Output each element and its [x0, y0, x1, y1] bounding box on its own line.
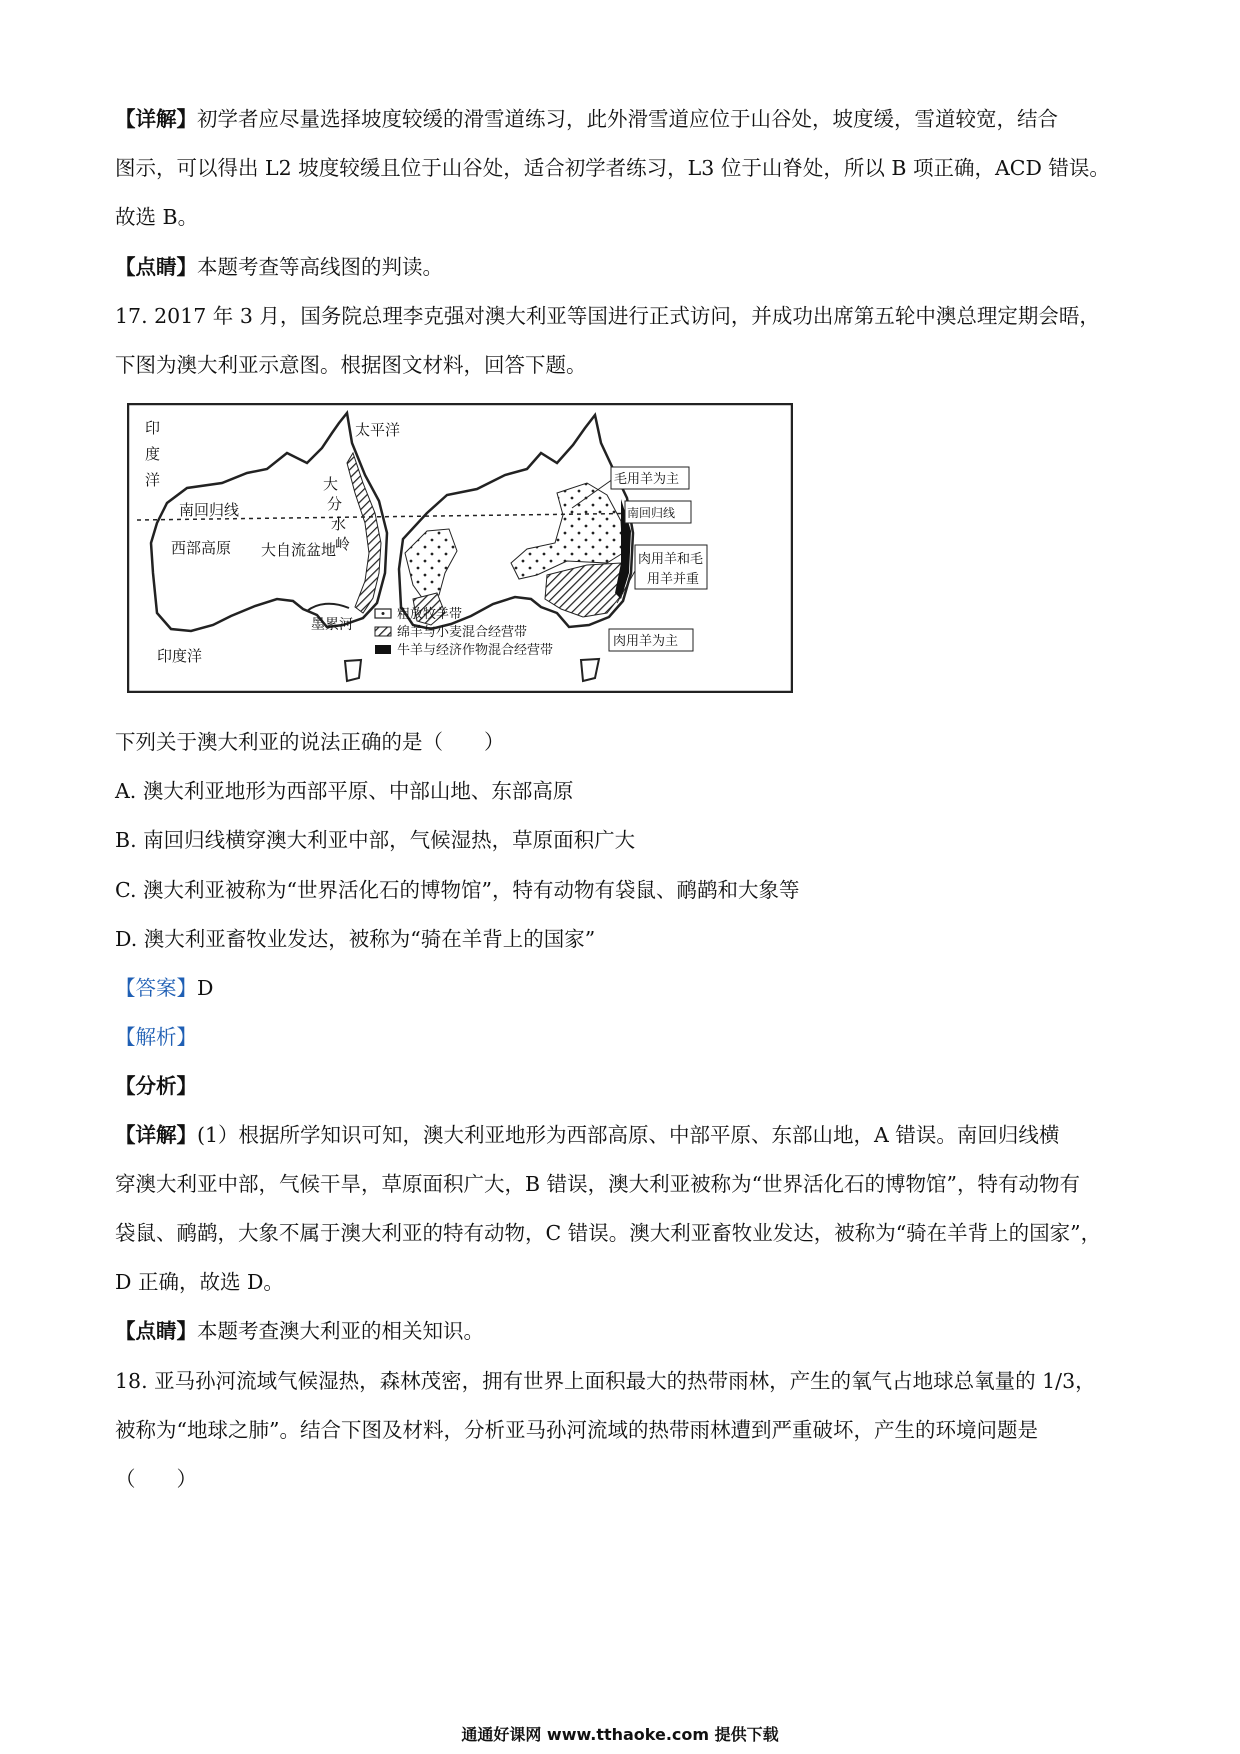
label-pacific-ocean: 太平洋	[355, 421, 401, 439]
text-segment: 【点睛】	[115, 1319, 197, 1343]
text-segment: 【详解】	[115, 1123, 197, 1147]
text-segment: 本题考查等高线图的判读。	[197, 255, 443, 279]
text-segment: 【解析】	[115, 1025, 197, 1049]
label-artesian-basin: 大自流盆地	[261, 541, 337, 559]
text-segment: 18. 亚马孙河流域气候湿热，森林茂密，拥有世界上面积最大的热带雨林，产生的氧气占地球总氧量的 1/3，	[115, 1369, 1096, 1393]
fenxi-heading	[115, 1071, 197, 1101]
text-segment: D	[197, 976, 214, 1000]
text-segment: D. 澳大利亚畜牧业发达，被称为“骑在羊背上的国家”	[115, 927, 596, 951]
legend-sheep-wheat: 绵羊与小麦混合经营带	[397, 625, 528, 640]
australia-map	[127, 403, 793, 693]
label-divide-range-3: 水	[331, 515, 347, 533]
text-segment: 故选 B。	[115, 205, 199, 229]
text-segment: A. 澳大利亚地形为西部平原、中部山地、东部高原	[115, 779, 574, 803]
option-c	[115, 875, 799, 905]
label-indian-ocean-v3: 洋	[145, 471, 161, 489]
footer: 通通好课网 www.tthaoke.com 提供下载	[461, 1725, 779, 1744]
label-divide-range-4: 岭	[335, 535, 351, 553]
detail-line-3	[115, 1218, 1101, 1248]
option-a	[115, 776, 573, 806]
legend-swatch-hatch	[375, 627, 391, 636]
left-tasmania	[345, 660, 361, 681]
text-segment: 袋鼠、鸸鹋，大象不属于澳大利亚的特有动物，C 错误。澳大利亚畜牧业发达，被称为“骑在羊背上的国家”，	[115, 1221, 1102, 1245]
question-18-line-1	[115, 1366, 1096, 1396]
text-segment: （ ）	[115, 1467, 197, 1491]
label-indian-ocean-v1: 印	[145, 419, 161, 437]
text-segment: 【分析】	[115, 1074, 197, 1098]
question-17-line-1	[115, 301, 1100, 331]
label-mixed-sheep-1: 肉用羊和毛	[638, 552, 704, 567]
text-segment: B. 南回归线横穿澳大利亚中部，气候湿热，草原面积广大	[115, 828, 636, 852]
text-segment: 图示，可以得出 L2 坡度较缓且位于山谷处，适合初学者练习，L3 位于山脊处，所以 B 项正确，ACD 错误。	[115, 156, 1110, 180]
label-meat-sheep: 肉用羊为主	[613, 634, 679, 649]
label-indian-ocean: 印度洋	[157, 647, 203, 665]
label-wool-sheep: 毛用羊为主	[614, 472, 680, 487]
text-segment: C. 澳大利亚被称为“世界活化石的博物馆”，特有动物有袋鼠、鸸鹋和大象等	[115, 878, 800, 902]
text-segment: 被称为“地球之肺”。结合下图及材料，分析亚马孙河流域的热带雨林遭到严重破坏，产生的环境问题是	[115, 1418, 1038, 1442]
text-line-1	[115, 104, 1058, 134]
text-segment: 下图为澳大利亚示意图。根据图文材料，回答下题。	[115, 353, 587, 377]
detail-line-1	[115, 1120, 1059, 1150]
analysis-heading	[115, 1022, 197, 1052]
label-divide-range-2: 分	[327, 495, 343, 513]
option-b	[115, 825, 635, 855]
detail-line-2	[115, 1169, 1080, 1199]
detail-line-4	[115, 1267, 284, 1297]
label-murray-river: 墨累河	[311, 617, 353, 633]
text-segment: 本题考查澳大利亚的相关知识。	[197, 1319, 484, 1343]
label-western-plateau: 西部高原	[171, 539, 232, 557]
text-segment: 17. 2017 年 3 月，国务院总理李克强对澳大利亚等国进行正式访问，并成功出席第五轮中澳总理定期会晤，	[115, 304, 1100, 328]
text-line-3	[115, 202, 198, 232]
question-17-stem	[115, 727, 505, 757]
text-segment: 【详解】	[115, 107, 197, 131]
text-line-2	[115, 153, 1110, 183]
text-segment: (1）根据所学知识可知，澳大利亚地形为西部高原、中部平原、东部山地，A 错误。南回归线横	[197, 1123, 1060, 1147]
text-segment: 下列关于澳大利亚的说法正确的是（ ）	[115, 730, 505, 754]
answer-line	[115, 973, 213, 1003]
option-d	[115, 924, 595, 954]
text-segment: 穿澳大利亚中部，气候干旱，草原面积广大，B 错误，澳大利亚被称为“世界活化石的博物馆”，特有动物有	[115, 1172, 1081, 1196]
question-18-line-2	[115, 1415, 1038, 1445]
text-segment: 【点睛】	[115, 255, 197, 279]
question-17-line-2	[115, 350, 587, 380]
legend-swatch-solid	[375, 645, 391, 654]
label-tropic-left: 南回归线	[179, 501, 240, 519]
legend-extensive-grazing: 粗放牧羊带	[397, 607, 463, 622]
text-segment: 初学者应尽量选择坡度较缓的滑雪道练习，此外滑雪道应位于山谷处，坡度缓，雪道较宽，结合	[197, 107, 1058, 131]
label-divide-range-1: 大	[323, 475, 339, 493]
label-mixed-sheep-2: 用羊并重	[647, 572, 700, 587]
text-line-4	[115, 252, 443, 282]
text-segment: D 正确，故选 D。	[115, 1270, 284, 1294]
question-18-line-3	[115, 1464, 197, 1494]
label-tropic-right: 南回归线	[627, 506, 676, 520]
legend-cattle-crops: 牛羊与经济作物混合经营带	[397, 643, 554, 658]
summary-line	[115, 1316, 484, 1346]
label-indian-ocean-v2: 度	[145, 445, 161, 463]
text-segment: 【答案】	[115, 976, 197, 1000]
